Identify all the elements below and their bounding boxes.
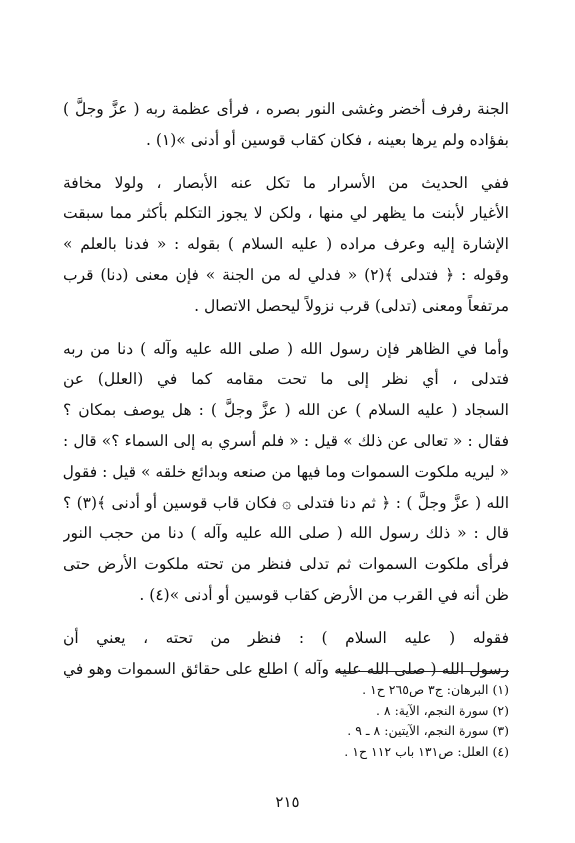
text-line: ظن أنه في القرب من الأرض كقاب قوسين أو أدنى »(٤) . — [139, 585, 509, 604]
page-number: ٢١٥ — [275, 793, 300, 811]
text-line: ففي الحديث من الأسرار ما تكل عنه الأبصار ، ولولا مخافة — [63, 173, 509, 192]
text-line: الله ( عزَّ وجلَّ ) : ﴿ ثم دنا فتدلى ۞ فكان قاب قوسين أو أدنى ﴾(٣) ؟ — [63, 493, 509, 512]
text-line: فرأى ملكوت السموات ثم تدلى فنظر من تحته ملكوت الأرض حتى — [63, 555, 509, 574]
paragraph-4 — [63, 623, 509, 685]
footnote-2: (٢) سورة النجم، الآية: ٨ . — [375, 702, 509, 718]
text-line: فقوله ( عليه السلام ) : فنظر من تحته ، يعني أن — [63, 628, 509, 647]
paragraph-3 — [63, 334, 509, 611]
text-line: وأما في الظاهر فإن رسول الله ( صلى الله عليه وآله ) دنا من ربه — [63, 339, 509, 358]
text-line: الأغيار لأبنت ما يظهر لي منها ، ولكن لا يجوز التكلم بأكثر مما سبقت — [63, 204, 509, 223]
text-line: بفؤاده ولم يرها بعينه ، فكان كقاب قوسين أو أدنى »(١) . — [146, 130, 509, 149]
footnote-divider — [337, 671, 509, 672]
text-line: مرتفعاً ومعنى (تدلى) قرب نزولاً ليحصل الاتصال . — [194, 296, 509, 315]
text-line: الجنة رفرف أخضر وغشى النور بصره ، فرأى عظمة ربه ( عزَّ وجلَّ ) — [63, 100, 509, 118]
text-line: وقوله : ﴿ فتدلى ﴾(٢) « فدلي له من الجنة » فإن معنى (دنا) قرب — [63, 265, 509, 284]
text-line: « ليريه ملكوت السموات وما فيها من صنعه وبدائع خلقه » قيل : فقول — [63, 462, 509, 481]
text-line: فتدلى ، أي نظر إلى ما تحت مقامه كما في (العلل) عن — [63, 370, 509, 389]
text-line: قال : « ذلك رسول الله ( صلى الله عليه وآله ) دنا من حجب النور — [63, 524, 509, 543]
text-line: رسول الله ( صلى الله عليه وآله ) اطلع على حقائق السموات وهو في — [63, 659, 509, 678]
footnote-1: (١) البرهان: ج٣ ص٢٦٥ ح١ . — [362, 682, 509, 697]
text-line: السجاد ( عليه السلام ) عن الله ( عزَّ وجلَّ ) : هل يوصف بمكان ؟ — [63, 401, 509, 420]
footnote-3: (٣) سورة النجم، الآيتين: ٨ ـ ٩ . — [347, 723, 509, 738]
text-line: الإشارة إليه وعرف مراده ( عليه السلام ) بقوله : « فدنا بالعلم » — [63, 235, 509, 254]
footnote-4: (٤) العلل: ص١٣١ باب ١١٢ ح١ . — [344, 743, 509, 759]
paragraph-2 — [63, 168, 509, 322]
main-text — [63, 94, 509, 684]
paragraph-1 — [63, 94, 509, 156]
footnotes — [63, 680, 509, 762]
text-line: فقال : « تعالى عن ذلك » قيل : « فلم أسري به إلى السماء ؟» قال : — [63, 431, 509, 450]
